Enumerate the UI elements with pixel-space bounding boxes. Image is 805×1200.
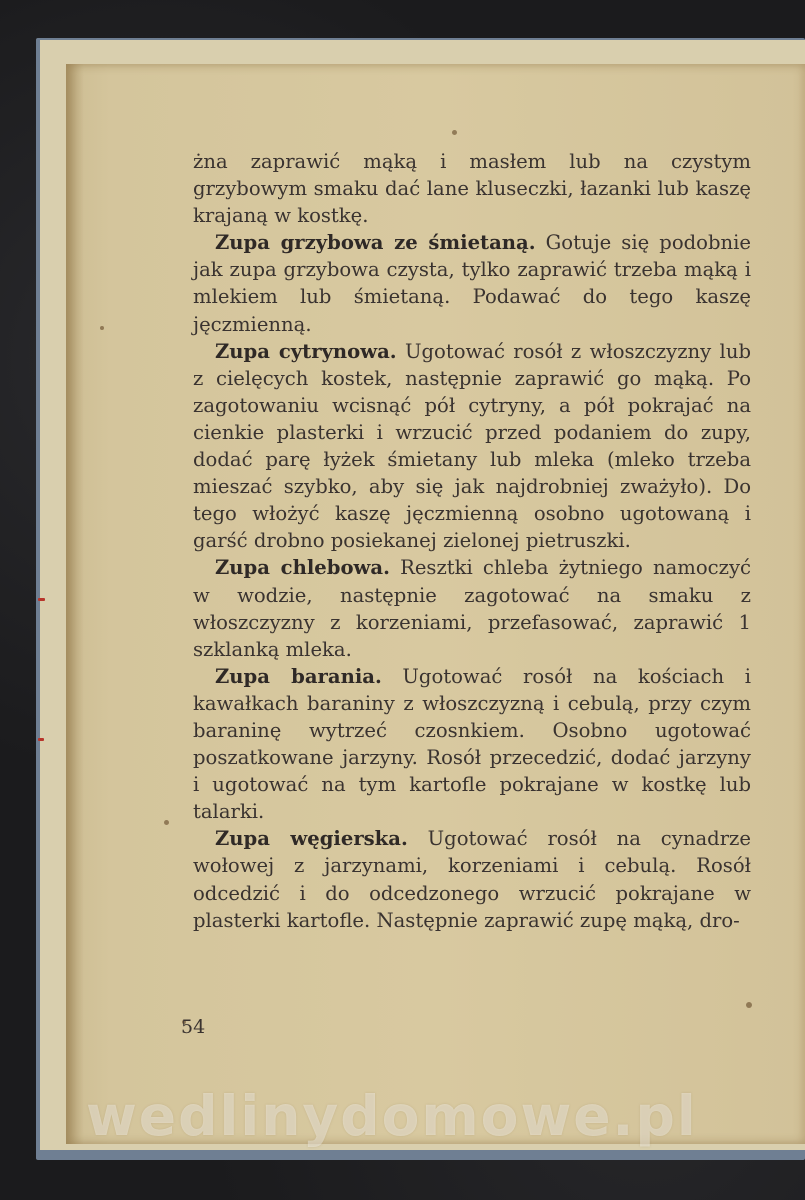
paragraph-text: Ugotować rosół z włoszczyzny lub z cielęcych kostek, następnie zaprawić go mąką. Po zagotowaniu wcisnąć pół cytryny, a pół pokrajać na cienkie plasterki i wrzucić przed podaniem do zupy, dodać parę łyżek śmietany lub mleka (mleko trzeba mieszać szybko, aby się jak najdrobniej zważyło). Do tego włożyć kaszę jęczmienną osobno ugotowaną i garść drobno posiekanej zielonej pietruszki.: [193, 339, 751, 553]
red-mark: [38, 598, 45, 601]
paragraph-text: Ugotować rosół na cynadrze wołowej z jarzynami, korzeniami i cebulą. Rosół odcedzić i do odcedzonego wrzucić pokrajane w plasterki kartofle. Następnie zaprawić zupę mąką, dro-: [193, 827, 751, 932]
paragraph-text: żna zaprawić mąką i masłem lub na czystym grzybowym smaku dać lane kluseczki, łazanki lub kaszę krajaną w kostkę.: [193, 150, 751, 228]
paragraph-text: Resztki chleba żytniego namoczyć w wodzie, następnie zagotować na smaku z włoszczyzny z korzeniami, przefasować, zaprawić 1 szklanką mleka.: [193, 556, 751, 661]
paragraph-text: Gotuje się podobnie jak zupa grzybowa czysta, tylko zaprawić trzeba mąką i mlekiem lub śmietaną. Podawać do tego kaszę jęczmienną.: [193, 231, 751, 336]
page-number: 54: [181, 1016, 206, 1038]
paragraph: [193, 663, 751, 826]
recipe-title: Zupa chlebowa.: [215, 556, 390, 580]
paragraph: [193, 554, 751, 662]
paragraph-text: Ugotować rosół na kościach i kawałkach baraniny z włoszczyzną i cebulą, przy czym baraninę wytrzeć czosnkiem. Osobno ugotować poszatkowane jarzyny. Rosół przecedzić, dodać jarzyny i ugotować na tym kartofle pokrajane w kostkę lub talarki.: [193, 664, 751, 824]
watermark: wedlinydomowe.pl: [86, 1084, 698, 1148]
paragraph: [193, 229, 751, 337]
paragraph: [193, 338, 751, 555]
recipe-title: Zupa barania.: [215, 664, 382, 688]
recipe-title: Zupa cytrynowa.: [215, 339, 397, 363]
paper-stain: [452, 130, 457, 135]
page-text: [193, 148, 751, 934]
paragraph: [193, 825, 751, 933]
paragraph: [193, 148, 751, 229]
paper-stain: [164, 820, 169, 825]
paper-stain: [746, 1002, 752, 1008]
red-mark: [38, 738, 44, 741]
recipe-title: Zupa węgierska.: [215, 827, 408, 851]
paper-stain: [100, 326, 104, 330]
recipe-title: Zupa grzybowa ze śmietaną.: [215, 231, 536, 255]
